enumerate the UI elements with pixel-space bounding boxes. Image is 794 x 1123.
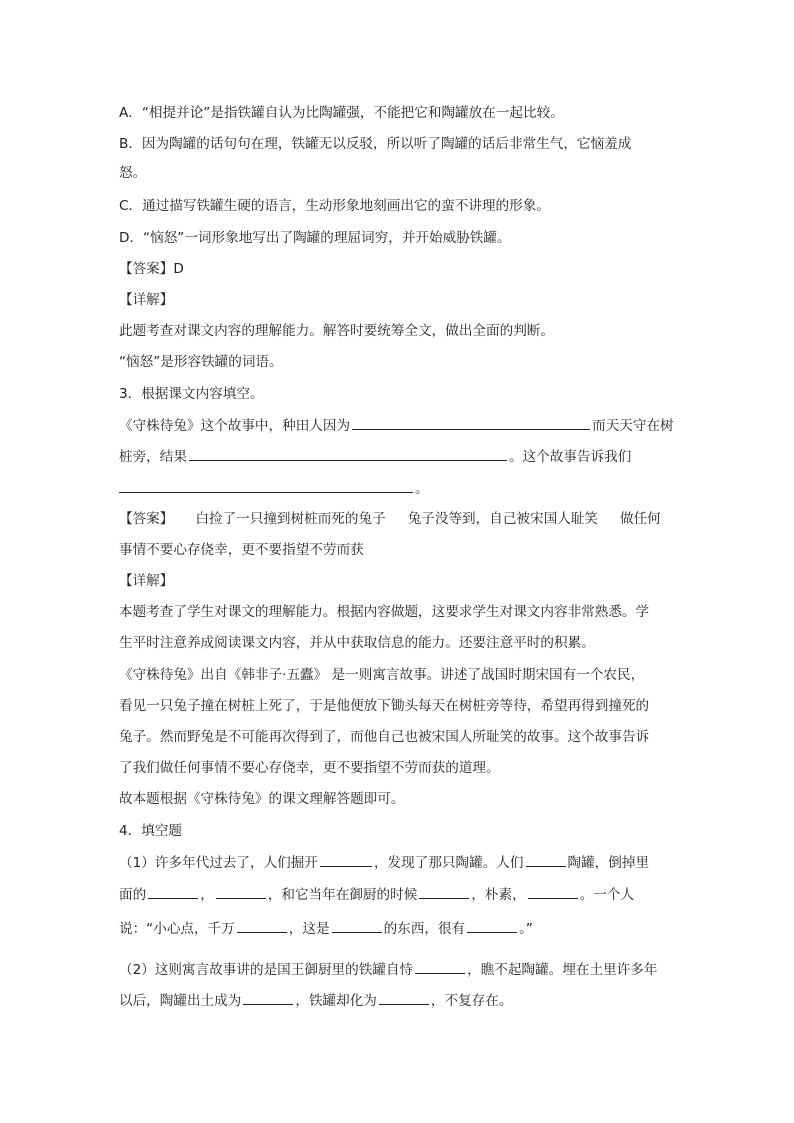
fill-blank [119,478,413,493]
detail-q3-line1: 本题考查了学生对课文的理解能力。根据内容做题，这要求学生对课文内容非常熟悉。学 [119,604,650,620]
q4-text: 陶罐，倒掉里 [567,855,650,871]
option-a: A．“相提并论”是指铁罐自认为比陶罐强，不能把它和陶罐放在一起比较。 [119,105,564,121]
answer-part-1: 白捡了一只撞到树桩而死的兔子 [195,511,386,527]
answer-q3-continued: 事情不要心存侥幸，更不要指望不劳而获 [119,542,364,558]
answer-label: 【答案】 [119,511,174,527]
fill-blank [243,990,293,1005]
option-c: C．通过描写铁罐生硬的语言，生动形象地刻画出它的蛮不讲理的形象。 [119,198,550,214]
option-b-continued: 怒。 [119,165,147,181]
question-4-part2-line2 [119,990,512,1011]
detail-q3-line6: 了我们做任何事情不要心存侥幸，更不要指望不劳而获的道理。 [119,760,500,776]
q4-text: ，铁罐却化为 [295,993,377,1009]
option-b: B．因为陶罐的话句句在理，铁罐无以反驳，所以听了陶罐的话后非常生气，它恼羞成 [119,136,632,152]
fill-blank [320,852,372,867]
question-3-line2 [119,446,631,467]
q4-text: （2）这则寓言故事讲的是国王御厨里的铁罐自恃 [119,962,414,978]
detail-q3-line3: 《守株待兔》出自《韩非子·五蠹》 是一则寓言故事。讲述了战国时期宋国有一个农民， [119,667,645,683]
detail-q3-line7: 故本题根据《守株待兔》的课文理解答题即可。 [119,791,405,807]
question-4-title: 4．填空题 [119,823,183,839]
fill-blank [526,852,566,867]
detail-q2-line2: “恼怒”是形容铁罐的词语。 [119,354,283,370]
fill-blank [148,884,198,899]
question-4-part2-line1 [119,959,657,980]
answer-q3 [119,509,661,529]
answer-q2: 【答案】D [119,261,184,277]
fill-blank [415,959,465,974]
fill-blank [467,918,517,933]
fill-blank [237,918,287,933]
question-4-part1-line1 [119,852,649,873]
q3-text: 而天天守在树 [592,418,674,434]
fill-blank [419,884,469,899]
fill-blank [189,446,507,461]
q3-text: 。这个故事告诉我们 [508,449,632,465]
question-3-line3 [119,478,429,499]
q4-text: 。一个人 [579,887,635,903]
q4-text: ， [200,887,214,903]
fill-blank [216,884,266,899]
q4-text: ，和它当年在御厨的时候 [267,887,418,903]
question-3-line1 [119,415,674,436]
q4-text: 面的 [119,887,147,903]
fill-blank [528,884,578,899]
detail-label-q3: 【详解】 [119,573,174,589]
option-d: D．“恼怒”一词形象地写出了陶罐的理屈词穷，并开始威胁铁罐。 [119,230,511,246]
q4-text: ，不复存在。 [430,993,513,1009]
q3-text: 。 [415,481,429,497]
q3-text: 《守株待兔》这个故事中，种田人因为 [119,418,351,434]
detail-q2-line1: 此题考查对课文内容的理解能力。解答时要统筹全文，做出全面的判断。 [119,323,554,339]
q4-text: ，发现了那只陶罐。人们 [373,855,524,871]
answer-part-2: 兔子没等到，自己被宋国人耻笑 [407,511,598,527]
answer-part-3: 做任何 [620,511,661,527]
fill-blank [332,918,382,933]
q4-text: 说：“小心点，千万 [119,921,235,937]
detail-q3-line4: 看见一只兔子撞在树桩上死了，于是他便放下锄头每天在树桩旁等待，希望再得到撞死的 [119,698,650,714]
fill-blank [379,990,429,1005]
question-4-part1-line2 [119,884,634,905]
q4-text: ，朴素， [471,887,526,903]
q4-text: ，这是 [288,921,330,937]
q4-text: ，瞧不起陶罐。埋在土里许多年 [467,962,658,978]
q4-text: 的东西，很有 [383,921,466,937]
detail-q3-line2: 生平时注意养成阅读课文内容，并从中获取信息的能力。还要注意平时的积累。 [119,635,595,651]
detail-label-q2: 【详解】 [119,292,174,308]
question-4-part1-line3 [119,918,533,939]
q3-text: 桩旁，结果 [119,449,187,465]
question-3-title: 3．根据课文内容填空。 [119,386,264,402]
q4-text: （1）许多年代过去了，人们掘开 [119,855,318,871]
detail-q3-line5: 兔子。然而野兔是不可能再次得到了，而他自己也被宋国人所耻笑的故事。这个故事告诉 [119,729,650,745]
q4-text: 以后，陶罐出土成为 [119,993,242,1009]
q4-text: 。” [519,921,533,937]
fill-blank [352,415,590,430]
